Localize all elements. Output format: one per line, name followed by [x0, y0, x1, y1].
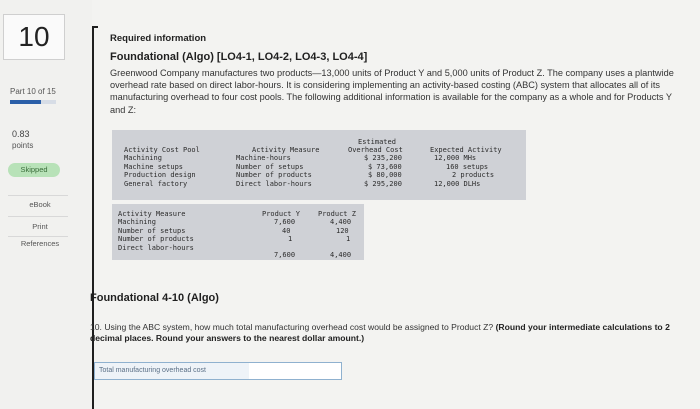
- product-z-cell: 120: [336, 226, 349, 235]
- header-activity-cost-pool: Activity Cost Pool: [124, 146, 200, 154]
- content-divider-tick: [92, 26, 98, 28]
- expected-cell: 2 products: [452, 171, 495, 179]
- answer-row: [94, 362, 342, 380]
- references-link[interactable]: References: [20, 239, 60, 248]
- left-rail: [0, 0, 92, 409]
- expected-cell: 12,000 DLHs: [434, 179, 481, 188]
- answer-input[interactable]: [251, 364, 341, 379]
- header-estimated: Estimated: [358, 138, 396, 146]
- foundational-heading: Foundational 4-10 (Algo): [90, 292, 219, 304]
- rail-divider: [8, 216, 68, 217]
- product-y-cell: 7,600: [274, 218, 296, 226]
- product-y-cell: 7,600: [274, 251, 296, 259]
- product-z-cell: 4,400: [330, 251, 352, 259]
- question-instructions: (Round your intermediate calculations to 2 decimal places. Round your answers to the nearest dollar amount.): [90, 322, 670, 343]
- header-expected-activity: Expected Activity: [430, 146, 502, 154]
- problem-intro: Greenwood Company manufactures two products—13,000 units of Product Y and 5,000 units of Product Z. The company uses a plantwide overhead rate based on direct labor-hours. It is considering implementing an activity-based costing (ABC) system that allocates all of its manufacturing overhead to four cost pools. The following additional information is available for the company as a whole and for Products Y and Z:: [110, 68, 674, 115]
- part-label: Part 10 of 15: [10, 87, 56, 96]
- expected-cell: 160 setups: [446, 162, 489, 171]
- product-z-cell: 4,400: [330, 218, 352, 226]
- measure-cell: Direct labor-hours: [118, 243, 194, 252]
- product-activity-table: [112, 204, 364, 260]
- header-product-y: Product Y: [262, 210, 300, 218]
- pool-cell: Machining: [124, 154, 162, 162]
- answer-label: Total manufacturing overhead cost: [95, 363, 249, 379]
- measure-cell: Machining: [118, 218, 156, 226]
- cost-cell: $ 73,600: [368, 162, 402, 171]
- ebook-link[interactable]: eBook: [29, 200, 51, 209]
- rail-divider: [8, 195, 68, 196]
- content-divider: [92, 26, 94, 409]
- product-y-cell: 40: [282, 226, 291, 235]
- product-y-cell: 1: [288, 235, 293, 243]
- print-link[interactable]: Print: [32, 222, 48, 231]
- question-plain: 10. Using the ABC system, how much total manufacturing overhead cost would be assigned to Product Z?: [90, 322, 494, 332]
- problem-title: Foundational (Algo) [LO4-1, LO4-2, LO4-3, LO4-4]: [110, 51, 368, 63]
- question-number: 10: [3, 14, 65, 60]
- part-progress-fill: [10, 100, 41, 104]
- header-overhead-cost: Overhead Cost: [348, 146, 403, 154]
- points-value: 0.83: [12, 129, 30, 139]
- points-label: points: [12, 141, 34, 150]
- cost-cell: $ 80,000: [368, 171, 402, 179]
- cost-cell: $ 295,200: [364, 179, 402, 188]
- part-progress-bar: [10, 100, 56, 104]
- measure-cell: Number of setups: [236, 162, 304, 171]
- measure-cell: Number of products: [118, 235, 194, 243]
- required-info-heading: Required information: [110, 33, 207, 44]
- header-product-z: Product Z: [318, 210, 356, 218]
- product-z-cell: 1: [346, 235, 351, 243]
- measure-cell: Direct labor-hours: [236, 179, 312, 188]
- pool-cell: General factory: [124, 179, 188, 188]
- question-text: [90, 322, 700, 344]
- header-activity-measure: Activity Measure: [252, 146, 320, 154]
- rail-divider: [8, 236, 68, 237]
- cost-cell: $ 235,200: [364, 154, 402, 162]
- measure-cell: Machine-hours: [236, 154, 291, 162]
- measure-cell: Number of products: [236, 171, 312, 179]
- measure-cell: Number of setups: [118, 226, 186, 235]
- expected-cell: 12,000 MHs: [434, 154, 477, 162]
- activity-cost-pool-table: [112, 130, 526, 200]
- header-activity-measure: Activity Measure: [118, 210, 186, 218]
- pool-cell: Production design: [124, 171, 196, 179]
- skipped-badge: Skipped: [8, 163, 60, 177]
- pool-cell: Machine setups: [124, 162, 184, 171]
